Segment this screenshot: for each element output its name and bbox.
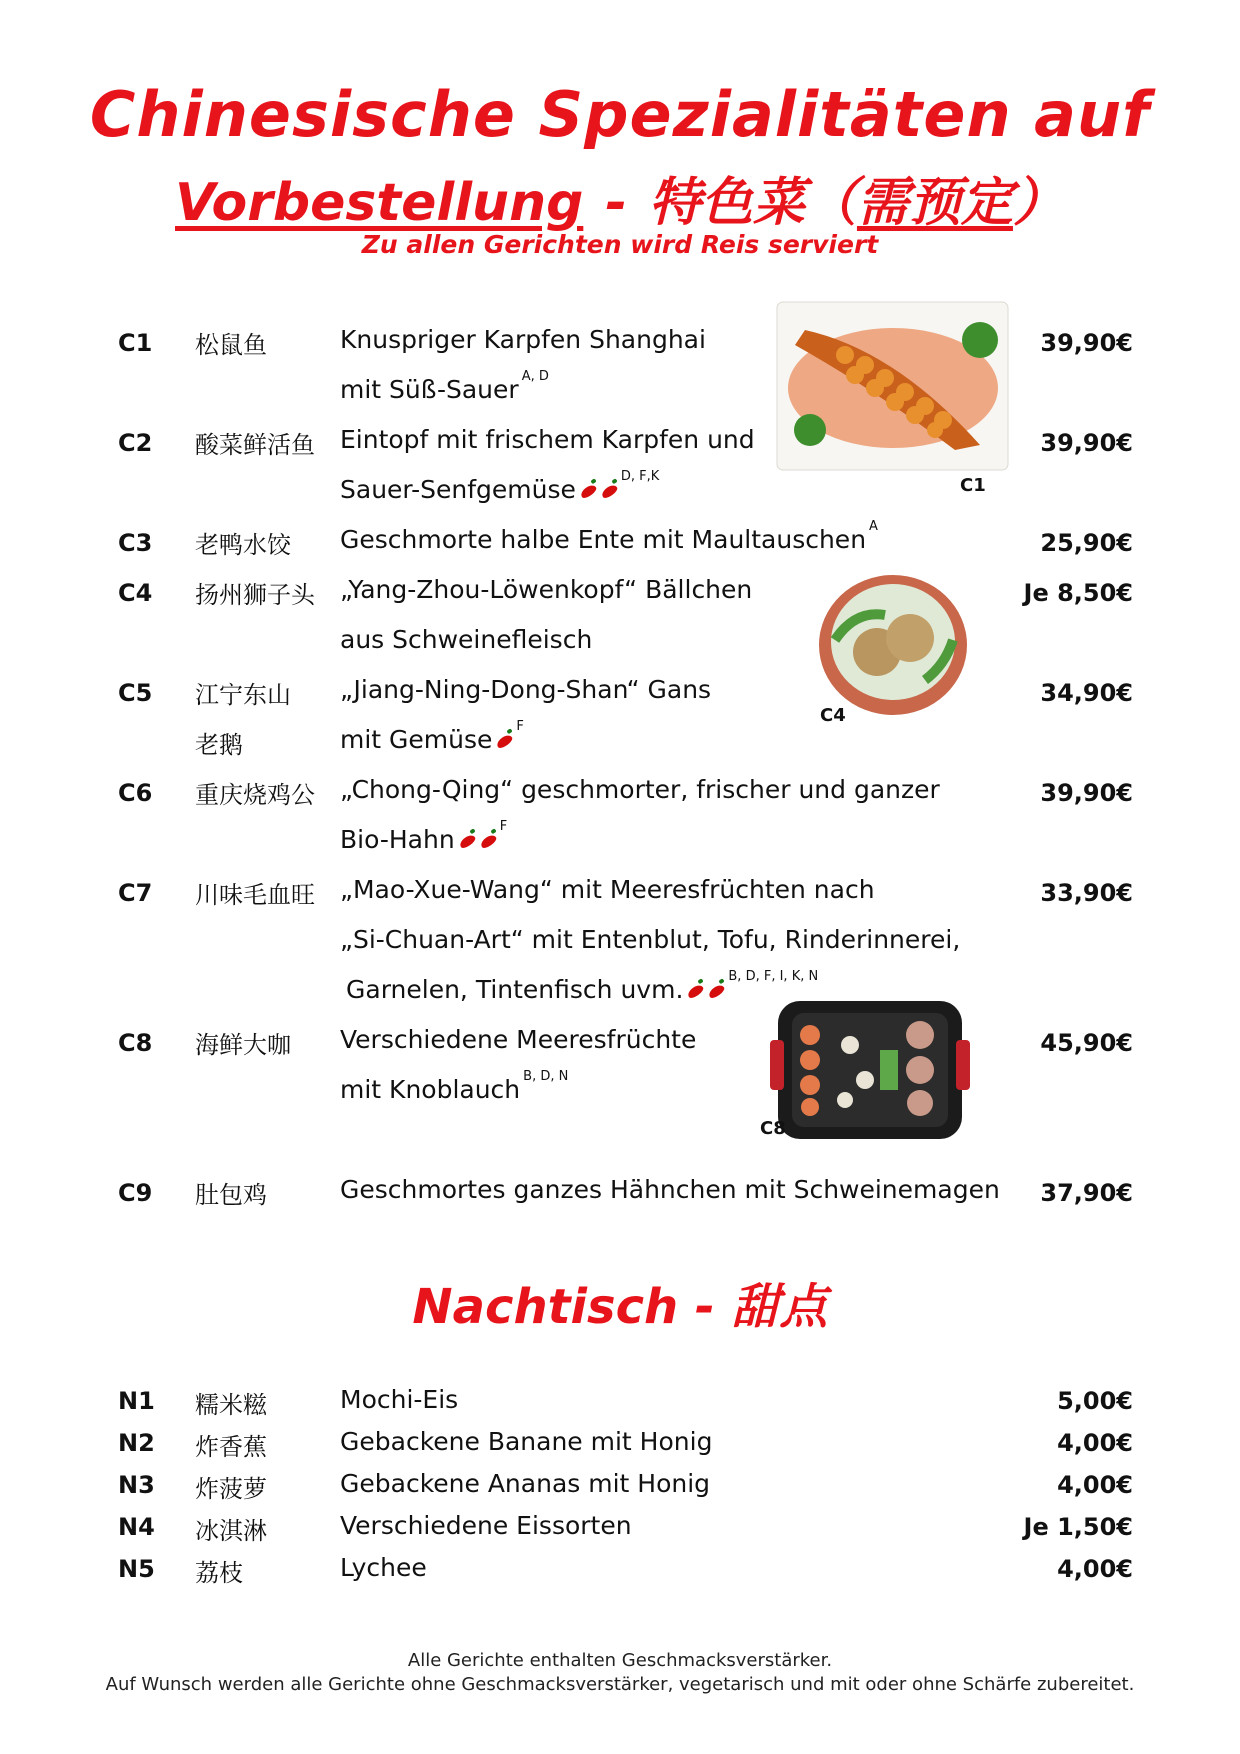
menu-title: Chinesische Spezialitäten auf	[89, 78, 1151, 151]
dish-code: C4	[118, 579, 153, 607]
dish-code: C2	[118, 429, 153, 457]
photo-label-c1: C1	[960, 475, 986, 496]
dish-description-text: mit Süß-Sauer	[340, 375, 519, 404]
dish-description-text: „Yang-Zhou-Löwenkopf“ Bällchen	[340, 575, 753, 604]
dessert-price: 5,00€	[1057, 1387, 1133, 1415]
dessert-description: Gebackene Banane mit Honig	[340, 1427, 713, 1456]
dish-description	[340, 675, 711, 704]
dish-description	[340, 325, 706, 354]
dessert-price: 4,00€	[1057, 1429, 1133, 1457]
dish-description-text: Knuspriger Karpfen Shanghai	[340, 325, 706, 354]
menu-title-line2	[0, 160, 1240, 235]
dish-chinese-name: 扬州狮子头	[195, 581, 315, 609]
dish-description-text: Geschmortes ganzes Hähnchen mit Schweinemagen	[340, 1175, 1000, 1204]
dish-chinese-name: 老鸭水饺	[195, 531, 291, 559]
dish-description	[340, 819, 508, 854]
dish-description-text: Geschmorte halbe Ente mit Maultauschen	[340, 525, 867, 554]
chili-icon	[686, 983, 705, 1000]
dessert-chinese-name: 荔枝	[195, 1559, 243, 1587]
dish-code: C6	[118, 779, 153, 807]
dish-chinese-name: 酸菜鲜活鱼	[195, 431, 315, 459]
dish-photo-c8	[770, 995, 970, 1145]
dish-price: 45,90€	[1040, 1029, 1133, 1057]
dish-description-text: Eintopf mit frischem Karpfen und	[340, 425, 755, 454]
chili-icon	[600, 483, 619, 500]
allergen-codes: F	[516, 719, 524, 734]
dish-description-text: Verschiedene Meeresfrüchte	[340, 1025, 697, 1054]
dish-price: 39,90€	[1040, 429, 1133, 457]
dish-code: C9	[118, 1179, 153, 1207]
dish-description	[340, 625, 592, 654]
dish-price: 39,90€	[1040, 779, 1133, 807]
title-cn-close: ）	[1012, 173, 1065, 233]
dish-code: C1	[118, 329, 153, 357]
dessert-price: Je 1,50€	[1023, 1513, 1133, 1541]
dish-description	[340, 775, 940, 804]
title-cn-open: 特色菜（	[648, 173, 857, 233]
dish-chinese-name: 松鼠鱼	[195, 331, 267, 359]
dish-chinese-name: 海鲜大咖	[195, 1031, 291, 1059]
footer-note-2: Auf Wunsch werden alle Gerichte ohne Geschmacksverstärker, vegetarisch und mit oder ohne Schärfe zubereitet.	[105, 1674, 1135, 1695]
dish-price: Je 8,50€	[1023, 579, 1133, 607]
dessert-code: N1	[118, 1387, 155, 1415]
dish-code: C8	[118, 1029, 153, 1057]
allergen-codes: A	[869, 519, 878, 534]
dish-description-text: „Chong-Qing“ geschmorter, frischer und ganzer	[340, 775, 940, 804]
allergen-codes: F	[499, 819, 508, 834]
dessert-chinese-name: 冰淇淋	[195, 1517, 267, 1545]
dessert-code: N5	[118, 1555, 155, 1583]
dish-price: 37,90€	[1040, 1179, 1133, 1207]
dish-description	[340, 1025, 696, 1054]
dish-price: 34,90€	[1040, 679, 1133, 707]
photo-label-c8: C8	[760, 1118, 786, 1139]
subtitle: Zu allen Gerichten wird Reis serviert	[361, 230, 879, 259]
chili-icon	[495, 733, 514, 750]
title-cn-preorder: 需预定	[856, 173, 1013, 233]
dessert-description: Mochi-Eis	[340, 1385, 459, 1414]
allergen-codes: B, D, N	[523, 1069, 569, 1084]
dish-chinese-name-2: 老鹅	[195, 731, 243, 759]
dish-chinese-name: 重庆烧鸡公	[195, 781, 315, 809]
dish-code: C7	[118, 879, 153, 907]
dish-price: 39,90€	[1040, 329, 1133, 357]
dish-description	[340, 425, 755, 454]
chili-icon	[479, 833, 498, 850]
dish-description-text: aus Schweinefleisch	[340, 625, 593, 654]
dish-description	[340, 575, 752, 604]
photo-label-c4: C4	[820, 705, 846, 726]
dessert-chinese-name: 糯米糍	[195, 1391, 267, 1419]
dish-description	[346, 969, 819, 1004]
dessert-code: N3	[118, 1471, 155, 1499]
dish-description	[340, 925, 960, 954]
dish-description	[340, 1069, 569, 1104]
dessert-chinese-name: 炸香蕉	[195, 1433, 267, 1461]
dish-photo-c1	[775, 300, 1010, 472]
title-preorder: Vorbestellung	[175, 173, 584, 233]
dessert-price: 4,00€	[1057, 1471, 1133, 1499]
dessert-chinese-name: 炸菠萝	[195, 1475, 267, 1503]
dessert-description: Verschiedene Eissorten	[340, 1511, 632, 1540]
dessert-description: Lychee	[340, 1553, 427, 1582]
dessert-description: Gebackene Ananas mit Honig	[340, 1469, 711, 1498]
dish-description-text: Garnelen, Tintenfisch uvm.	[346, 975, 684, 1004]
allergen-codes: D, F,K	[620, 469, 660, 484]
dish-description-text: Sauer-Senfgemüse	[340, 475, 576, 504]
dish-code: C5	[118, 679, 153, 707]
dish-description-text: „Si-Chuan-Art“ mit Entenblut, Tofu, Rinderinnerei,	[340, 925, 961, 954]
dish-price: 33,90€	[1040, 879, 1133, 907]
dish-description	[340, 875, 875, 904]
allergen-codes: A, D	[521, 369, 549, 384]
dessert-price: 4,00€	[1057, 1555, 1133, 1583]
dish-description	[340, 719, 524, 754]
dessert-code: N4	[118, 1513, 155, 1541]
dish-price: 25,90€	[1040, 529, 1133, 557]
dish-chinese-name: 肚包鸡	[195, 1181, 267, 1209]
dish-description-text: mit Gemüse	[340, 725, 493, 754]
chili-icon	[458, 833, 477, 850]
dish-code: C3	[118, 529, 153, 557]
dish-description-text: Bio-Hahn	[340, 825, 455, 854]
title-dash: -	[605, 173, 627, 233]
chili-icon	[707, 983, 726, 1000]
dish-description-text: „Mao-Xue-Wang“ mit Meeresfrüchten nach	[340, 875, 875, 904]
allergen-codes: B, D, F, I, K, N	[728, 969, 819, 984]
dish-description-text: „Jiang-Ning-Dong-Shan“ Gans	[340, 675, 712, 704]
dessert-title: Nachtisch - 甜点	[412, 1279, 828, 1335]
dish-chinese-name: 江宁东山	[195, 681, 291, 709]
dish-description	[340, 469, 660, 504]
dish-description-text: mit Knoblauch	[340, 1075, 521, 1104]
chili-icon	[579, 483, 598, 500]
footer-note-1: Alle Gerichte enthalten Geschmacksverstärker.	[407, 1650, 833, 1671]
dish-chinese-name: 川味毛血旺	[195, 881, 315, 909]
dish-photo-c4	[815, 570, 970, 720]
dish-description	[340, 369, 549, 404]
dish-description	[340, 1175, 1000, 1204]
dessert-code: N2	[118, 1429, 155, 1457]
dish-description	[340, 519, 878, 554]
